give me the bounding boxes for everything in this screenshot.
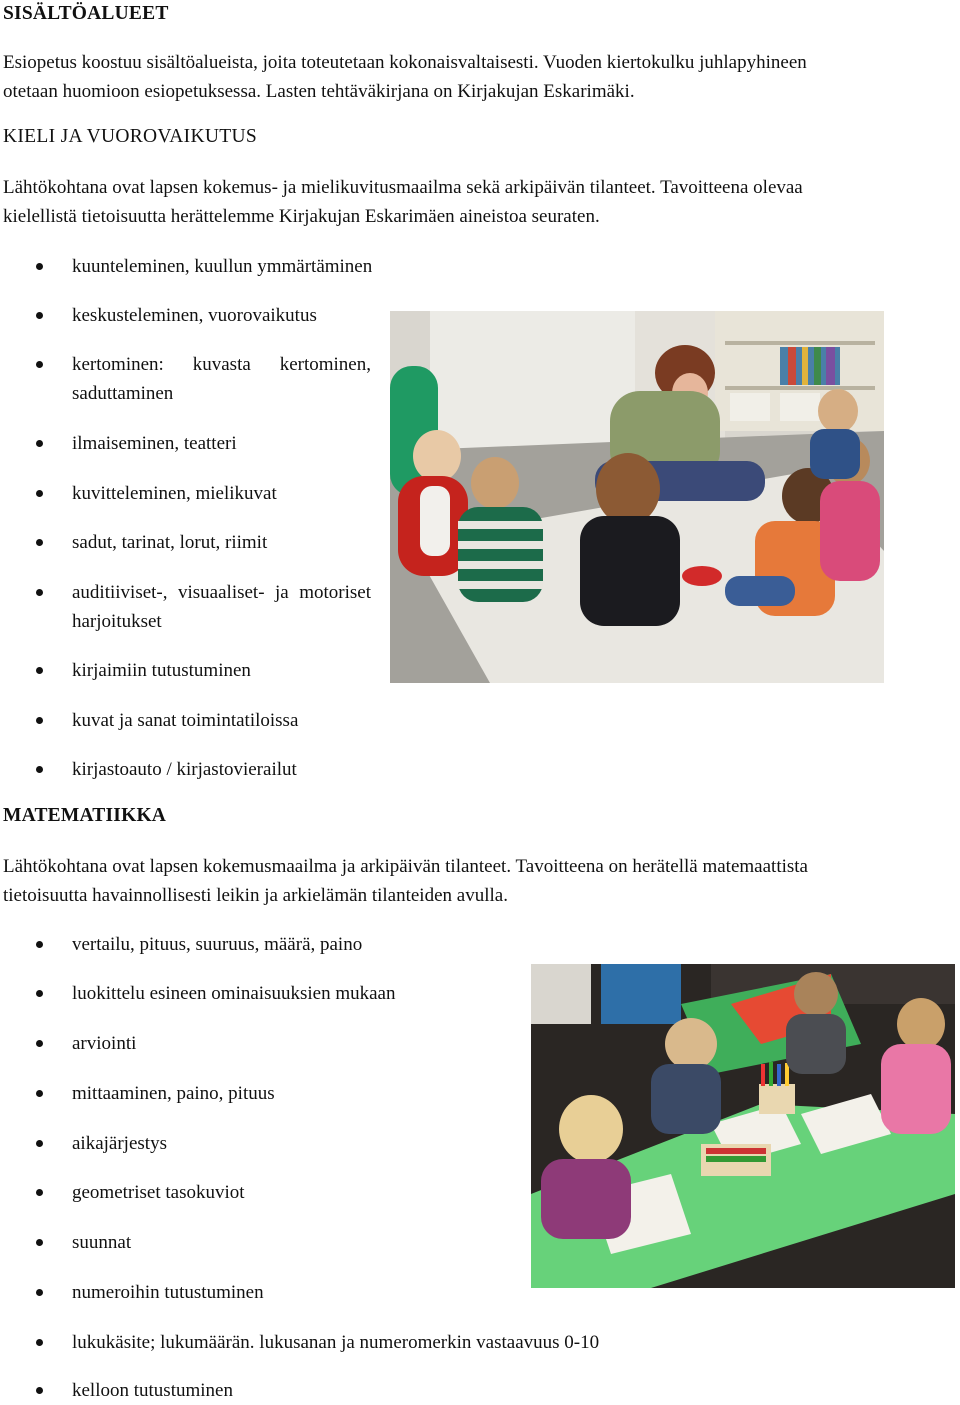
bullet-icon (36, 1140, 43, 1147)
bullet-icon (36, 1339, 43, 1346)
bullet-icon (36, 263, 43, 270)
bullet-icon (36, 312, 43, 319)
kieli-heading: KIELI JA VUOROVAIKUTUS (3, 126, 257, 147)
kieli-para-line-2: kielellistä tietoisuutta herättelemme Kirjakujan Eskarimäen aineistoa seuraten. (3, 206, 600, 227)
bullet-icon (36, 1040, 43, 1047)
bullet-icon (36, 539, 43, 546)
kieli-para-line-1: Lähtökohtana ovat lapsen kokemus- ja mielikuvitusmaailma sekä arkipäivän tilanteet. Tavoitteena olevaa (3, 177, 803, 198)
bullet-icon (36, 1189, 43, 1196)
bullet-icon (36, 1090, 43, 1097)
matematiikka-heading: MATEMATIIKKA (3, 805, 167, 826)
bullet-icon (36, 490, 43, 497)
section-title: SISÄLTÖALUEET (3, 3, 169, 24)
bullet-icon (36, 667, 43, 674)
bullet-icon (36, 990, 43, 997)
bullet-icon (36, 1289, 43, 1296)
children-drawing-photo (531, 964, 955, 1288)
bullet-icon (36, 440, 43, 447)
intro-paragraph (3, 48, 947, 106)
bullet-icon (36, 766, 43, 773)
matematiikka-para-line-2: tietoisuutta havainnollisesti leikin ja arkielämän tilanteiden avulla. (3, 885, 508, 906)
bullet-icon (36, 717, 43, 724)
children-circle-photo (390, 311, 884, 683)
kieli-paragraph (3, 173, 947, 231)
bullet-icon (36, 361, 43, 368)
bullet-icon (36, 1239, 43, 1246)
intro-line-2: otetaan huomioon esiopetuksessa. Lasten tehtäväkirjana on Kirjakujan Eskarimäki. (3, 81, 635, 102)
matematiikka-para-line-1: Lähtökohtana ovat lapsen kokemusmaailma ja arkipäivän tilanteet. Tavoitteena on herätellä matemaattista (3, 856, 808, 877)
bullet-icon (36, 941, 43, 948)
matematiikka-paragraph (3, 852, 947, 910)
intro-line-1: Esiopetus koostuu sisältöalueista, joita toteutetaan kokonaisvaltaisesti. Vuoden kiertokulku juhlapyhineen (3, 52, 807, 73)
bullet-icon (36, 1387, 43, 1394)
bullet-icon (36, 589, 43, 596)
